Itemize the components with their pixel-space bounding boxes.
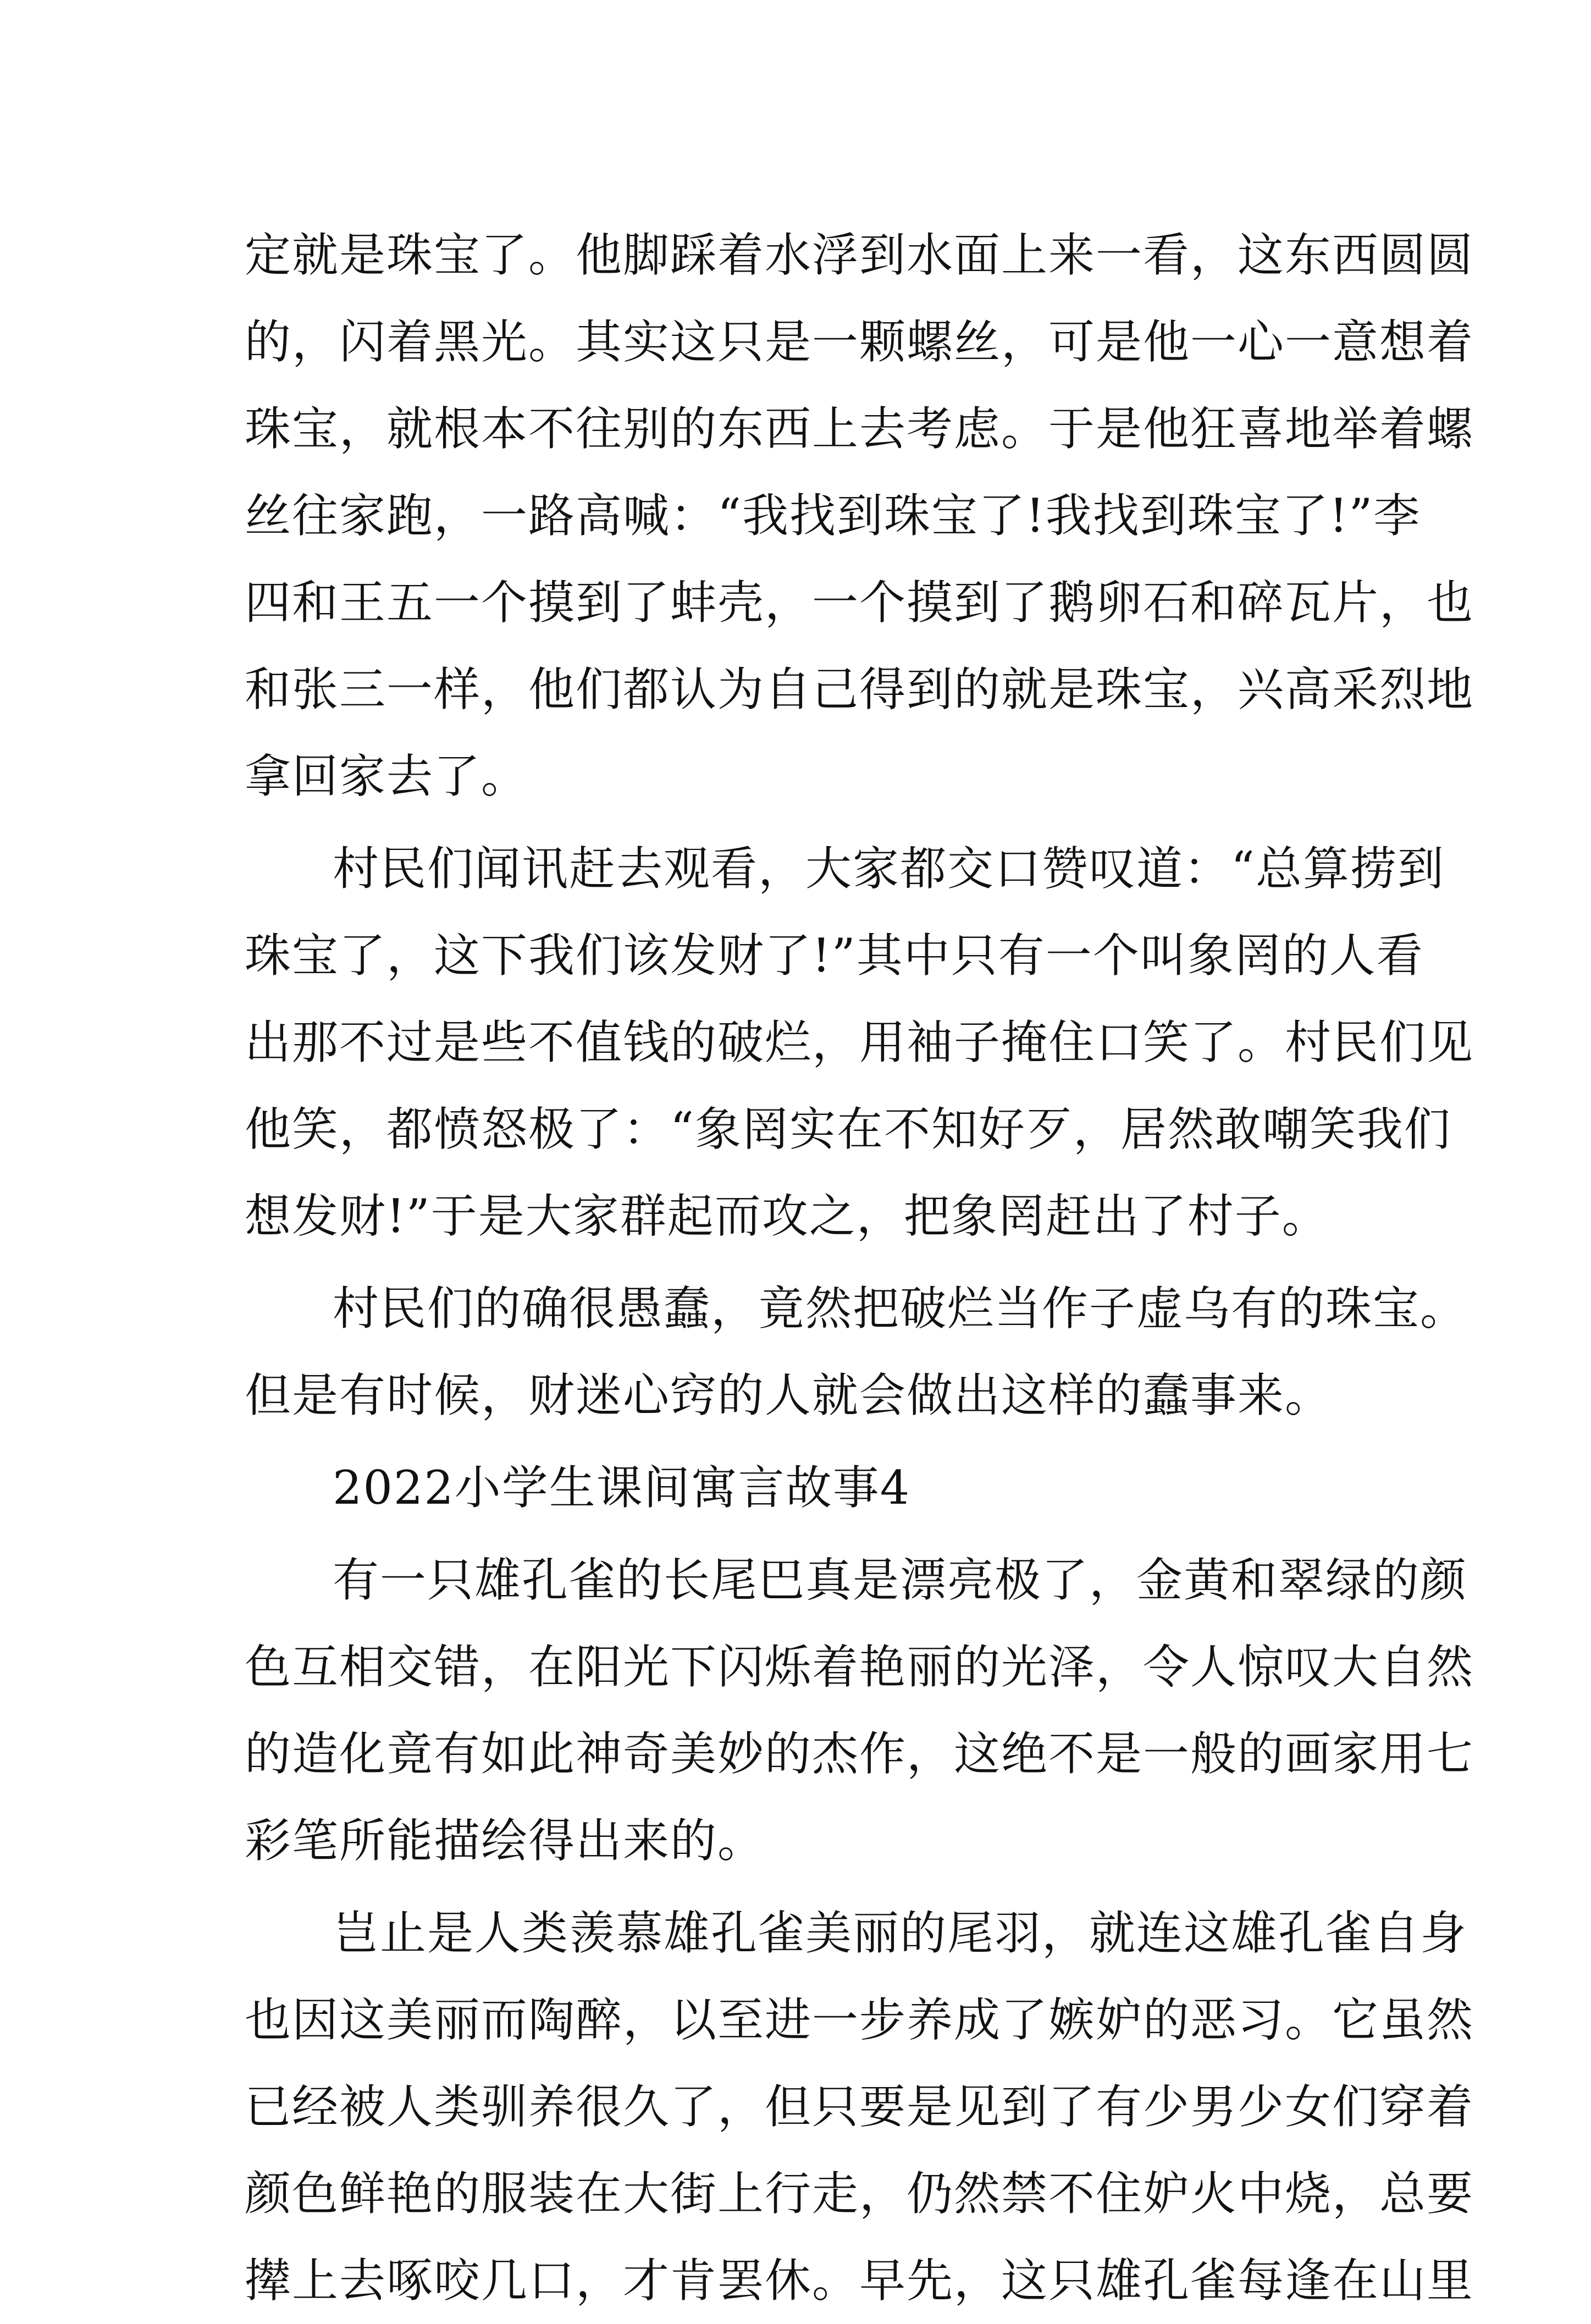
text-line: 也因这美丽而陶醉，以至进一步养成了嫉妒的恶习。它虽然	[245, 1993, 1474, 2047]
section-heading: 2022小学生课间寓言故事4	[333, 1461, 911, 1515]
text-line: 四和王五一个摸到了蚌壳，一个摸到了鹅卵石和碎瓦片，也	[245, 576, 1474, 630]
text-line: 但是有时候，财迷心窍的人就会做出这样的蠢事来。	[245, 1368, 1333, 1422]
text-line: 和张三一样，他们都认为自己得到的就是珠宝，兴高采烈地	[245, 663, 1474, 716]
document-body	[245, 212, 1474, 2324]
text-line: 撵上去啄咬几口，才肯罢休。早先，这只雄孔雀每逢在山里	[245, 2254, 1474, 2308]
paragraph-start-line: 村民们的确很愚蠢，竟然把破烂当作子虚乌有的珠宝。	[333, 1282, 1468, 1335]
paragraph-start-line: 村民们闻讯赶去观看，大家都交口赞叹道：“总算捞到	[333, 842, 1445, 896]
paragraph-start-line: 岂止是人类羡慕雄孔雀美丽的尾羽，就连这雄孔雀自身	[333, 1906, 1468, 1960]
paragraph-start-line: 有一只雄孔雀的长尾巴真是漂亮极了，金黄和翠绿的颜	[333, 1553, 1468, 1607]
text-line: 出那不过是些不值钱的破烂，用袖子掩住口笑了。村民们见	[245, 1015, 1474, 1069]
text-line: 颜色鲜艳的服装在大街上行走，仍然禁不住妒火中烧，总要	[245, 2167, 1474, 2221]
text-line: 的，闪着黑光。其实这只是一颗螺丝，可是他一心一意想着	[245, 315, 1474, 369]
text-line: 拿回家去了。	[245, 749, 529, 803]
text-line: 想发财!”于是大家群起而攻之，把象罔赶出了村子。	[245, 1189, 1329, 1243]
text-line: 丝往家跑，一路高喊：“我找到珠宝了!我找到珠宝了!”李	[245, 489, 1421, 543]
text-line: 定就是珠宝了。他脚踩着水浮到水面上来一看，这东西圆圆	[245, 228, 1474, 282]
text-line: 已经被人类驯养很久了，但只要是见到了有少男少女们穿着	[245, 2080, 1474, 2134]
text-line: 珠宝了，这下我们该发财了!”其中只有一个叫象罔的人看	[245, 929, 1424, 982]
text-line: 的造化竟有如此神奇美妙的杰作，这绝不是一般的画家用七	[245, 1727, 1474, 1781]
text-line: 彩笔所能描绘得出来的。	[245, 1814, 765, 1868]
text-line: 色互相交错，在阳光下闪烁着艳丽的光泽，令人惊叹大自然	[245, 1640, 1474, 1694]
text-line: 珠宝，就根本不往别的东西上去考虑。于是他狂喜地举着螺	[245, 402, 1474, 456]
text-line: 他笑，都愤怒极了：“象罔实在不知好歹，居然敢嘲笑我们	[245, 1102, 1451, 1156]
